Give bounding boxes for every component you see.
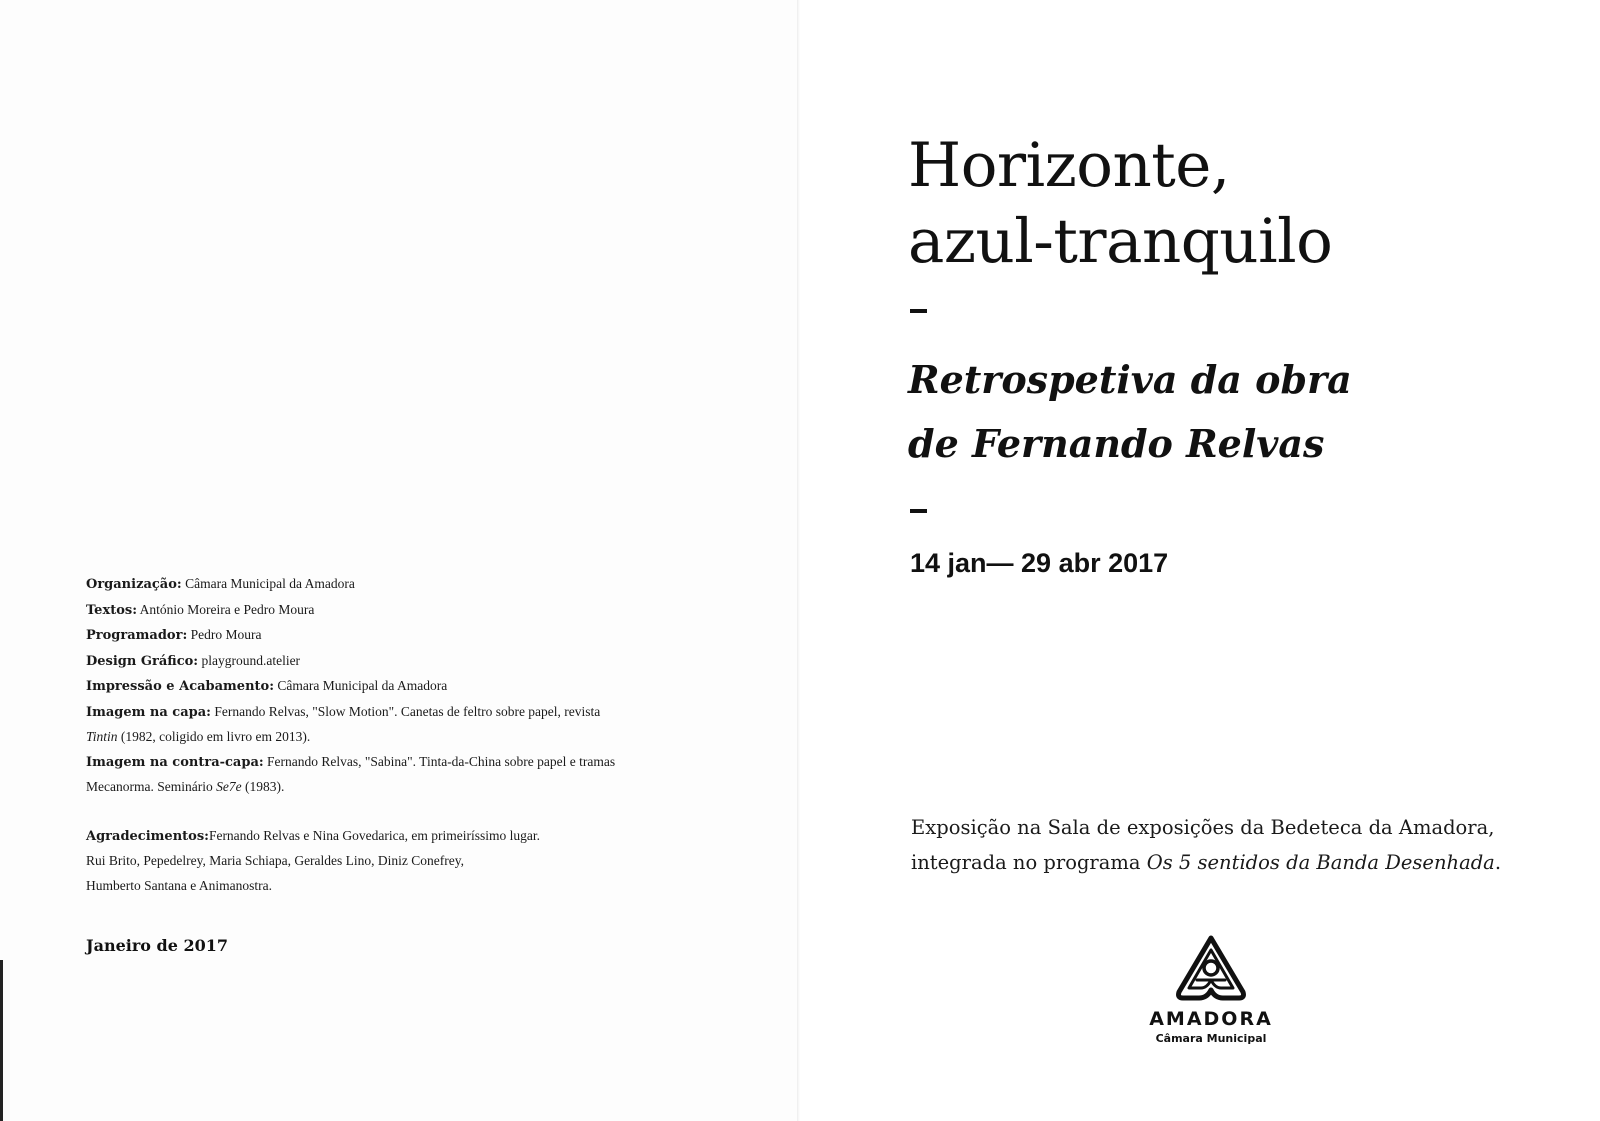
title-line-1: Horizonte, [908,130,1230,201]
colophon-organizacao [86,572,726,598]
venue-line-2 [911,845,1571,880]
colophon-capa-cont [86,725,726,750]
colophon-contracapa-cont [86,775,726,800]
colophon-label: Agradecimentos: [86,828,209,844]
logo-name: AMADORA [1149,1008,1273,1030]
exhibition-dates: 14 jan— 29 abr 2017 [910,548,1169,578]
colophon-value: (1983). [241,779,285,794]
colophon-value: Pedro Moura [187,627,262,642]
colophon-italic: Tintin [86,729,118,744]
colophon-programador [86,623,726,649]
colophon-value: Mecanorma. Seminário [86,779,217,794]
colophon-capa [86,700,726,726]
exhibition-subtitle [908,348,1548,476]
colophon-italic: Se7e [216,779,242,794]
colophon-value: Câmara Municipal da Amadora [181,576,355,591]
colophon-label: Imagem na contra-capa: [86,754,264,770]
venue-text: . [1494,851,1502,874]
publication-date: Janeiro de 2017 [86,936,228,955]
separator-dash [910,309,927,313]
colophon-textos [86,598,726,624]
colophon-label: Impressão e Acabamento: [86,679,274,694]
venue-line-1: Exposição na Sala de exposições da Bedeteca da Amadora, [911,816,1495,839]
separator-dash [910,509,927,513]
program-name: Os 5 sentidos da Banda Desenhada [1146,851,1495,874]
title-line-2: azul-tranquilo [908,206,1333,277]
colophon-value: Fernando Relvas e Nina Govedarica, em primeiríssimo lugar. [208,827,540,843]
colophon-label: Imagem na capa: [86,704,211,720]
colophon-impressao [86,674,726,700]
venue-description [911,810,1571,880]
colophon-value: playground.atelier [198,652,301,668]
colophon [86,572,726,898]
colophon-label: Programador: [86,628,188,643]
page-edge-shadow [0,960,3,1121]
subtitle-line-2: de Fernando Relvas [908,421,1325,466]
colophon-agradecimentos-line3: Humberto Santana e Animanostra. [86,877,272,893]
colophon-agradecimentos [86,824,726,850]
colophon-contracapa [86,750,726,776]
colophon-design [86,649,726,675]
colophon-label: Design Gráfico: [86,653,199,669]
logo-subtitle: Câmara Municipal [1155,1032,1267,1045]
colophon-label: Textos: [86,602,137,618]
colophon-spacer [86,800,726,824]
colophon-value: (1982, coligido em livro em 2013). [117,729,311,744]
amadora-logo [1136,934,1286,1045]
exhibition-title [908,128,1528,280]
colophon-label: Organização: [86,577,182,592]
colophon-value: Fernando Relvas, "Slow Motion". Canetas de feltro sobre papel, revista [210,703,601,719]
colophon-value: Câmara Municipal da Amadora [274,678,448,693]
left-page [0,0,798,1121]
colophon-value: António Moreira e Pedro Moura [137,601,315,617]
colophon-value: Fernando Relvas, "Sabina". Tinta-da-China sobre papel e tramas [263,753,616,769]
venue-text: integrada no programa [911,851,1147,874]
subtitle-line-1: Retrospetiva da obra [908,357,1352,402]
amadora-logo-icon [1173,934,1249,1002]
colophon-agradecimentos-line2: Rui Brito, Pepedelrey, Maria Schiapa, Geraldes Lino, Diniz Conefrey, [86,853,465,868]
